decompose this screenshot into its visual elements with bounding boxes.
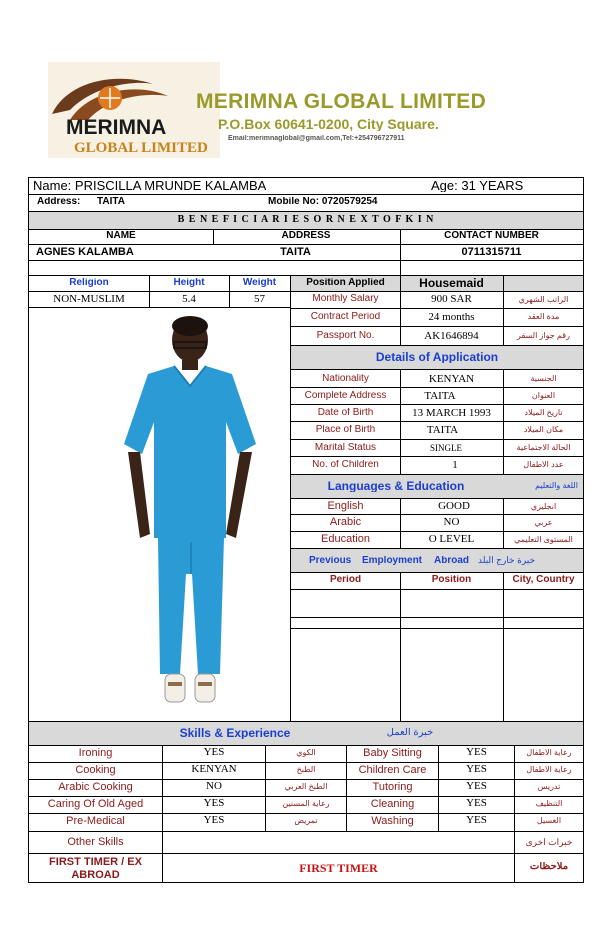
skill-left-value-2: NO	[206, 781, 222, 792]
job-label-0: Monthly Salary	[312, 294, 379, 304]
application-arabic-1: العنوان	[531, 392, 556, 400]
language-value-0: GOOD	[438, 501, 470, 512]
application-label-5: No. of Children	[312, 460, 379, 470]
skill-left-arabic-0: الكوي	[296, 749, 316, 757]
employment-title-2: Employment	[362, 556, 423, 566]
candidate-age: Age: 31 YEARS	[431, 179, 524, 192]
skill-left-arabic-3: رعاية المسنين	[282, 800, 330, 808]
skill-left-value-0: YES	[203, 747, 225, 758]
company-contact: Email:merimnaglobal@gmail.com,Tel:+254796727911	[228, 135, 405, 142]
remarks-arabic: ملاحظات	[529, 862, 569, 872]
application-value-3: TAITA	[426, 425, 459, 436]
application-value-4: SINGLE	[430, 444, 462, 453]
language-value-1: NO	[443, 517, 460, 528]
application-arabic-3: مكان الميلاد	[523, 426, 564, 434]
application-label-2: Date of Birth	[317, 408, 374, 418]
kin-header-contact: CONTACT NUMBER	[444, 231, 539, 241]
job-arabic-1: مدة العقد	[527, 313, 560, 321]
skill-left-arabic-4: تمريض	[294, 817, 318, 825]
skills-arabic-title: خبرة العمل	[386, 728, 434, 738]
candidate-photo	[110, 312, 275, 717]
skill-right-value-0: YES	[466, 747, 487, 758]
job-arabic-2: رقم جواز السفر	[517, 332, 570, 340]
employment-header-city: City, Country	[512, 575, 575, 585]
application-title: Details of Application	[375, 351, 499, 363]
language-arabic-2: المستوى التعليمي	[514, 536, 573, 544]
application-value-5: 1	[452, 460, 458, 471]
skill-left-label-1: Cooking	[75, 765, 116, 776]
remarks-value: FIRST TIMER	[299, 862, 378, 874]
languages-arabic-title: اللغة والتعليم	[535, 482, 578, 490]
skill-left-label-0: Ironing	[78, 748, 113, 759]
employment-header-position: Position	[431, 575, 472, 585]
application-arabic-4: الحالة الاجتماعية	[516, 444, 571, 452]
skill-right-value-1: YES	[466, 764, 487, 775]
logo-brand-text-1: MERIMNA	[66, 116, 167, 139]
job-label-1: Contract Period	[310, 312, 381, 322]
language-arabic-0: انجليزي	[530, 503, 557, 511]
skill-left-value-3: YES	[203, 798, 225, 809]
language-value-2: O LEVEL	[428, 534, 475, 545]
skill-right-arabic-4: الغسيل	[536, 817, 562, 825]
weight-header: Weight	[242, 278, 277, 288]
kin-title: B E N E F I C I A R I E S O R N E X T O F K I N	[177, 215, 435, 225]
company-logo	[48, 62, 220, 158]
skill-right-label-0: Baby Sitting	[363, 748, 422, 759]
employment-header-period: Period	[329, 575, 362, 585]
kin-name: AGNES KALAMBA	[36, 247, 134, 258]
application-arabic-0: الجنسية	[530, 375, 557, 383]
skill-right-arabic-3: التنظيف	[535, 800, 563, 808]
job-value-0: 900 SAR	[431, 294, 472, 305]
other-skills-arabic: خبرات أخرى	[525, 838, 573, 847]
kin-address: TAITA	[280, 247, 311, 258]
employment-title-1: Previous	[309, 556, 352, 566]
language-arabic-1: عربي	[534, 519, 553, 527]
skill-left-label-3: Caring Of Old Aged	[47, 799, 144, 810]
candidate-name: Name: PRISCILLA MRUNDE KALAMBA	[33, 179, 267, 192]
skills-title: Skills & Experience	[179, 727, 291, 739]
skill-right-arabic-0: رعاية الأطفال	[526, 749, 572, 757]
skill-right-label-2: Tutoring	[372, 782, 413, 793]
position-applied-header: Position Applied	[306, 278, 385, 288]
skill-left-arabic-2: الطبخ العربي	[284, 783, 328, 791]
skill-right-label-3: Cleaning	[370, 799, 415, 810]
job-arabic-0: الراتب الشهري	[518, 296, 569, 304]
job-value-2: AK1646894	[424, 331, 479, 342]
skill-right-arabic-1: رعاية الأطفال	[526, 766, 572, 774]
company-address: P.O.Box 60641-0200, City Square.	[218, 117, 439, 131]
application-label-0: Nationality	[322, 374, 369, 384]
application-label-1: Complete Address	[304, 391, 387, 401]
skill-right-value-3: YES	[466, 798, 487, 809]
skill-right-value-2: YES	[466, 781, 487, 792]
languages-title: Languages & Education	[327, 480, 465, 492]
skill-right-label-4: Washing	[371, 816, 414, 827]
skill-left-arabic-1: الطبخ	[296, 766, 316, 774]
skill-right-value-4: YES	[466, 815, 487, 826]
application-label-4: Marital Status	[314, 443, 377, 453]
employment-title-3: Abroad	[434, 556, 469, 566]
language-label-1: Arabic	[329, 517, 362, 528]
religion-header: Religion	[69, 278, 109, 288]
job-value-1: 24 months	[428, 312, 475, 323]
height-header: Height	[173, 278, 205, 288]
position-applied-value: Housemaid	[419, 277, 484, 289]
application-arabic-5: عدد الأطفال	[523, 461, 564, 469]
kin-contact: 0711315711	[461, 247, 522, 258]
religion-value: NON-MUSLIM	[53, 294, 125, 305]
kin-header-address: ADDRESS	[281, 231, 331, 241]
skill-right-arabic-2: تدريس	[537, 783, 561, 791]
kin-header-name: NAME	[106, 231, 136, 241]
skill-left-value-4: YES	[203, 815, 225, 826]
application-value-2: 13 MARCH 1993	[412, 408, 491, 419]
mobile-number: Mobile No: 0720579254	[268, 197, 378, 207]
skill-left-label-2: Arabic Cooking	[58, 782, 133, 793]
language-label-0: English	[327, 501, 364, 512]
language-label-2: Education	[321, 534, 370, 545]
logo-brand-text-2: GLOBAL LIMITED	[74, 140, 208, 156]
job-label-2: Passport No.	[316, 331, 375, 341]
weight-value: 57	[254, 294, 265, 305]
address-value: TAITA	[97, 197, 125, 207]
application-label-3: Place of Birth	[315, 425, 376, 435]
application-value-1: TAITA	[424, 391, 456, 402]
application-value-0: KENYAN	[428, 374, 475, 385]
remarks-label: FIRST TIMER / EX ABROAD	[49, 856, 142, 881]
company-name: MERIMNA GLOBAL LIMITED	[196, 91, 487, 112]
skill-left-label-4: Pre-Medical	[66, 816, 125, 827]
address-label: Address:	[37, 197, 81, 207]
application-arabic-2: تاريخ الميلاد	[524, 409, 563, 417]
skill-left-value-1: KENYAN	[191, 764, 237, 775]
employment-arabic-title: خبرة خارج البلد	[478, 556, 536, 565]
height-value: 5.4	[182, 294, 196, 305]
other-skills-label: Other Skills	[67, 837, 124, 848]
skill-right-label-1: Children Care	[358, 765, 427, 776]
